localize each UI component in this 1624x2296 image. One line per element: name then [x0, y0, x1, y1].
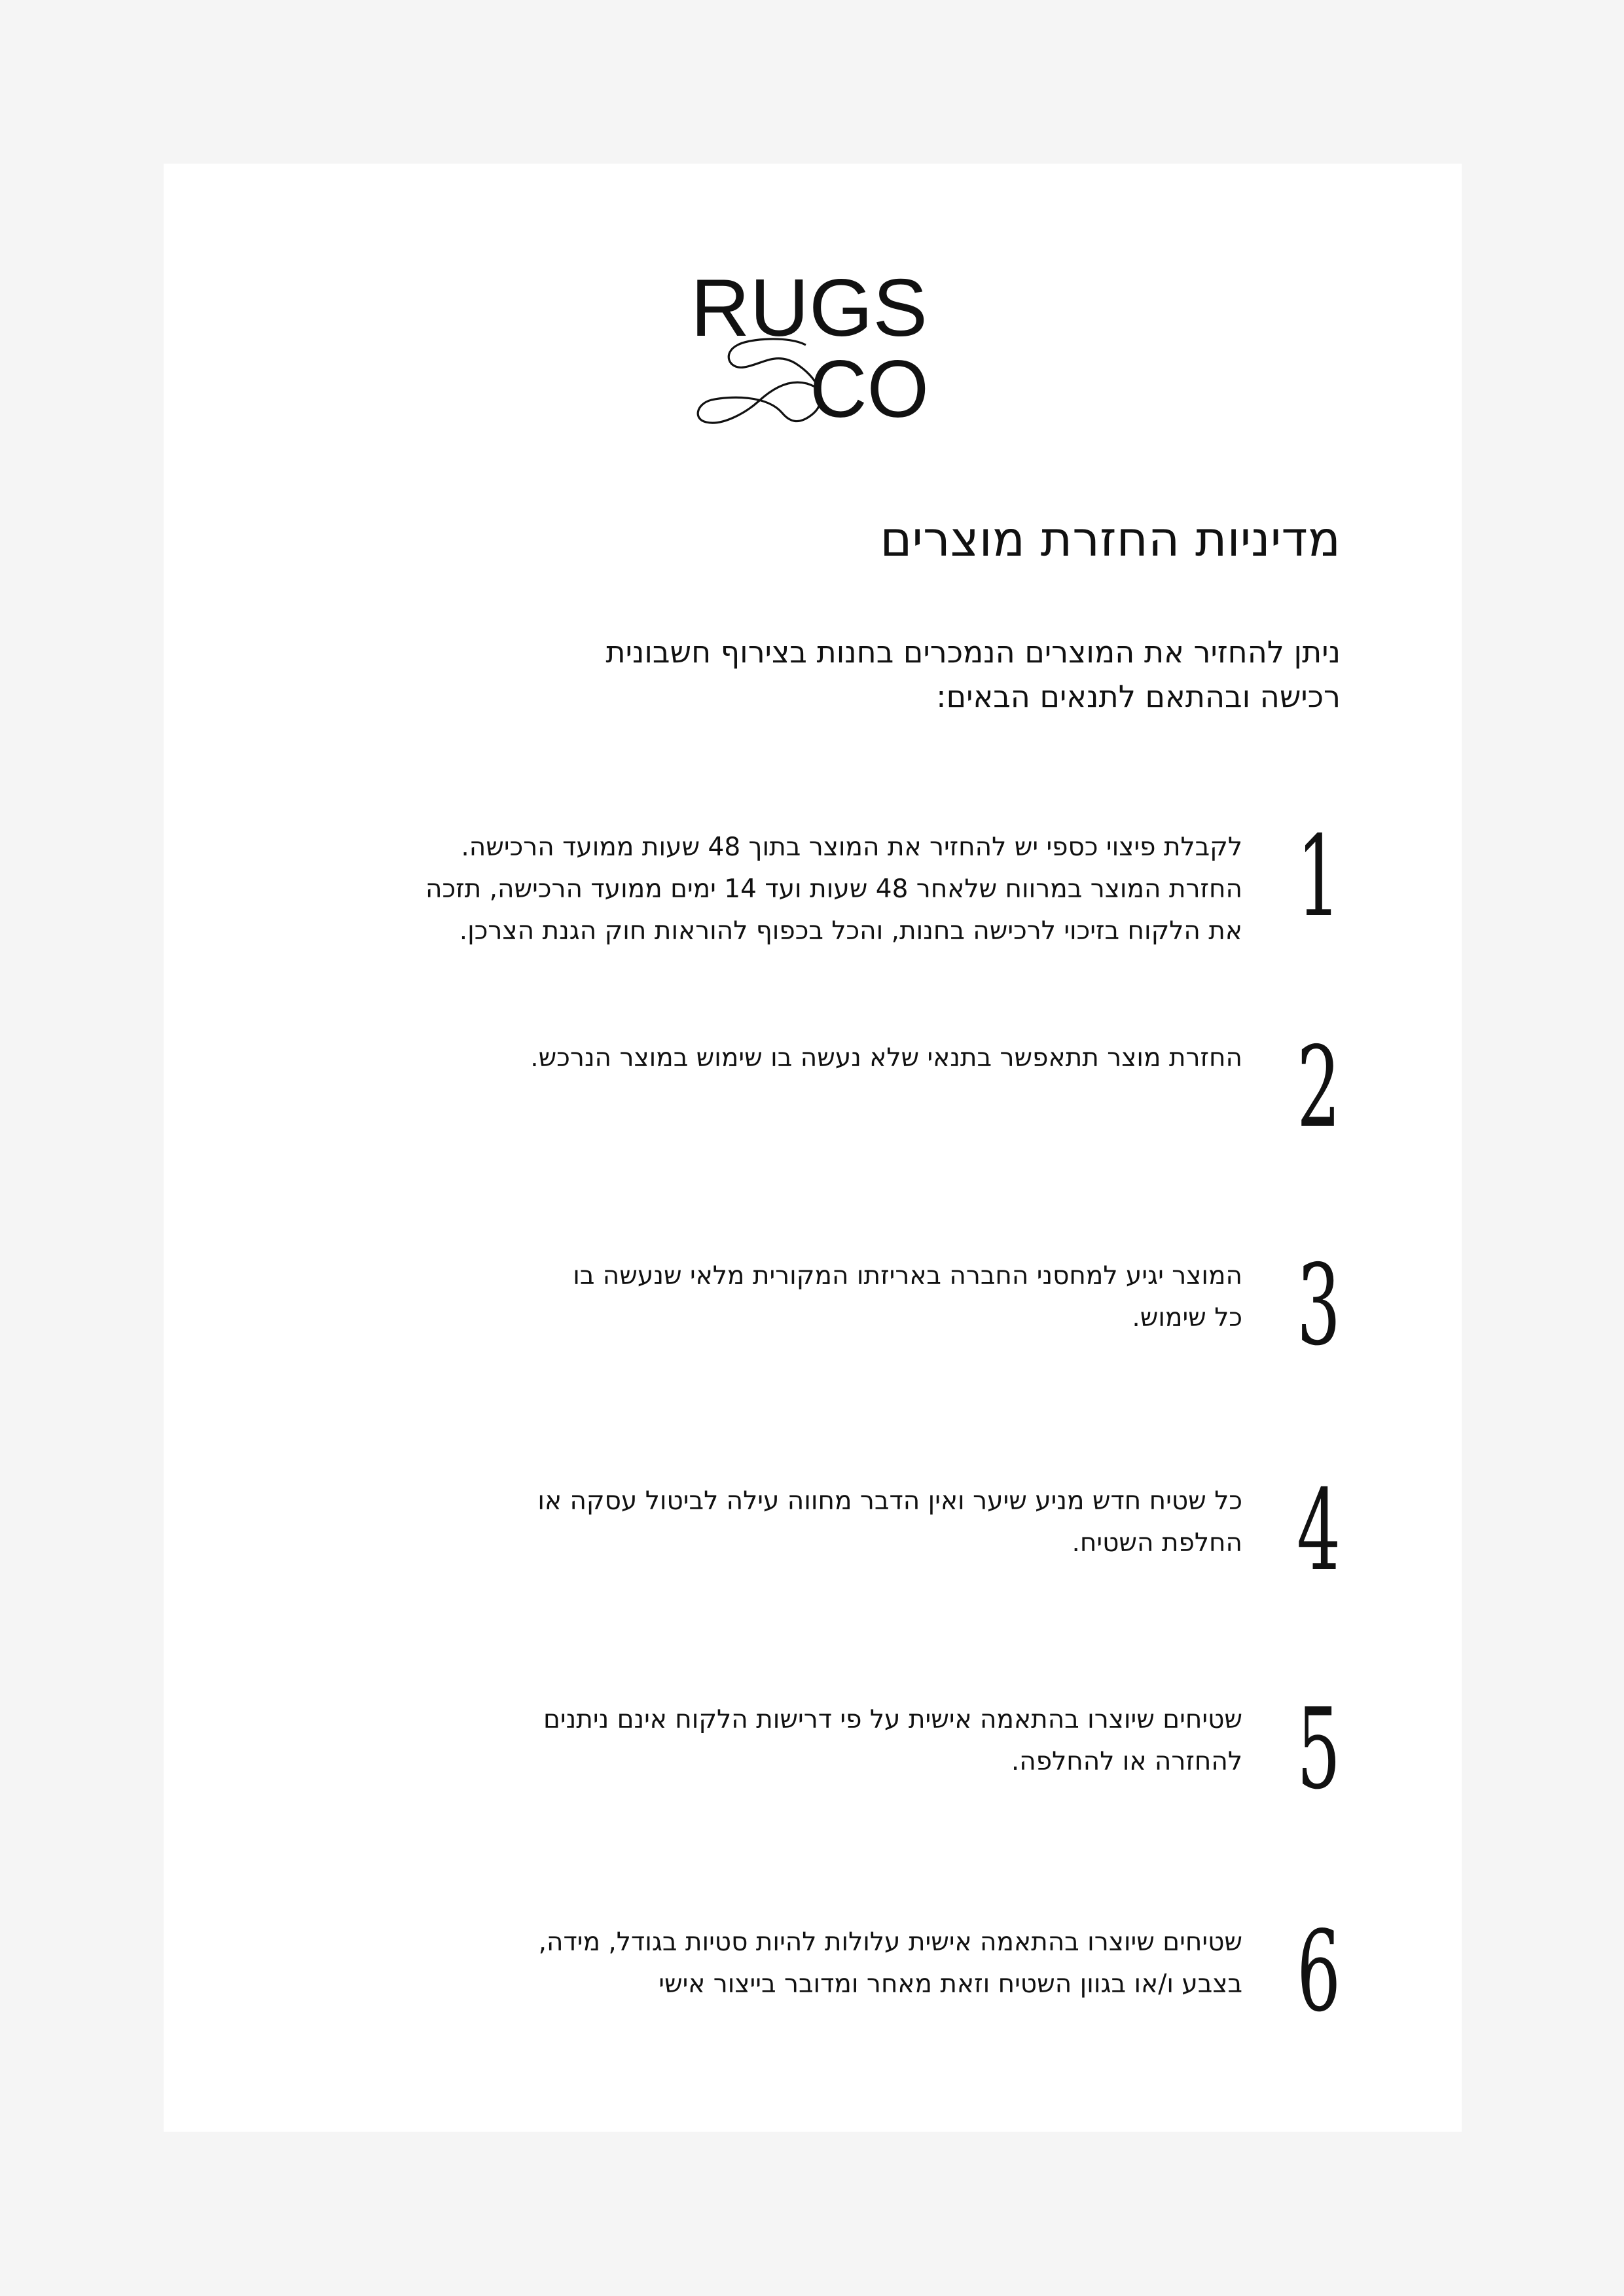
- rule-number: 6: [1296, 1907, 1341, 2037]
- rule-item-4: [293, 1466, 1341, 1651]
- rule-number: 1: [1296, 812, 1341, 942]
- rule-item-1: [293, 812, 1341, 997]
- rule-text-line: לקבלת פיצוי כספי יש להחזיר את המוצר בתוך 48 שעות ממועד הרכישה.: [461, 833, 1242, 862]
- rule-text-line: שטיחים שיוצרו בהתאמה אישית עלולות להיות סטיות בגודל, מידה,: [538, 1928, 1242, 1957]
- logo-text-rugs: RUGS: [691, 265, 928, 353]
- rule-item-6: [293, 1907, 1341, 2092]
- rule-number: 5: [1296, 1685, 1341, 1814]
- rule-text-line: כל שטיח חדש מניע שיער ואין הדבר מחווה עילה לביטול עסקה או: [537, 1486, 1242, 1516]
- rule-text-line: החזרת מוצר תתאפשר בתנאי שלא נעשה בו שימוש במוצר הנרכש.: [530, 1043, 1242, 1073]
- rule-text: [391, 1255, 1242, 1339]
- rule-text: [391, 1699, 1242, 1783]
- rule-text-line: להחזרה או להחלפה.: [1011, 1747, 1242, 1776]
- rule-text-line: המוצר יגיע למחסני החברה באריזתו המקורית מלאי שנעשה בו: [573, 1261, 1242, 1291]
- intro-line: רכישה ובהתאם לתנאים הבאים:: [936, 679, 1341, 714]
- rule-text-line: החזרת המוצר במרווח שלאחר 48 שעות ועד 14 ימים ממועד הרכישה, תזכה: [425, 874, 1242, 904]
- rule-text-line: את הלקוח בזיכוי לרכישה בחנות, והכל בכפוף להוראות חוק הגנת הצרכן.: [459, 916, 1242, 946]
- brand-logo-mark: [691, 265, 939, 425]
- rule-item-3: [293, 1241, 1341, 1426]
- rule-number: 4: [1296, 1466, 1341, 1596]
- intro-line: ניתן להחזיר את המוצרים הנמכרים בחנות בצירוף חשבונית: [605, 634, 1341, 670]
- rule-text: [391, 1480, 1242, 1564]
- rule-item-2: [293, 1023, 1341, 1208]
- rule-text-line: שטיחים שיוצרו בהתאמה אישית על פי דרישות הלקוח אינם ניתנים: [543, 1705, 1242, 1734]
- rule-item-5: [293, 1685, 1341, 1869]
- brand-logo: [691, 265, 939, 425]
- rule-number: 2: [1296, 1023, 1341, 1153]
- document-sheet: [164, 164, 1462, 2132]
- rule-text: [391, 1037, 1242, 1079]
- rule-text-line: כל שימוש.: [1132, 1303, 1242, 1333]
- rule-text: [391, 1922, 1242, 2005]
- rule-text-line: החלפת השטיח.: [1072, 1528, 1242, 1558]
- rule-text-line: בצבע ו/או בגוון השטיח וזאת מאחר ומדובר בייצור אישי: [659, 1969, 1242, 1999]
- intro-paragraph: [490, 630, 1341, 719]
- page-title: מדיניות החזרת מוצרים: [880, 511, 1341, 567]
- rule-text: [391, 827, 1242, 952]
- logo-text-co: CO: [810, 344, 929, 425]
- rule-number: 3: [1296, 1241, 1341, 1371]
